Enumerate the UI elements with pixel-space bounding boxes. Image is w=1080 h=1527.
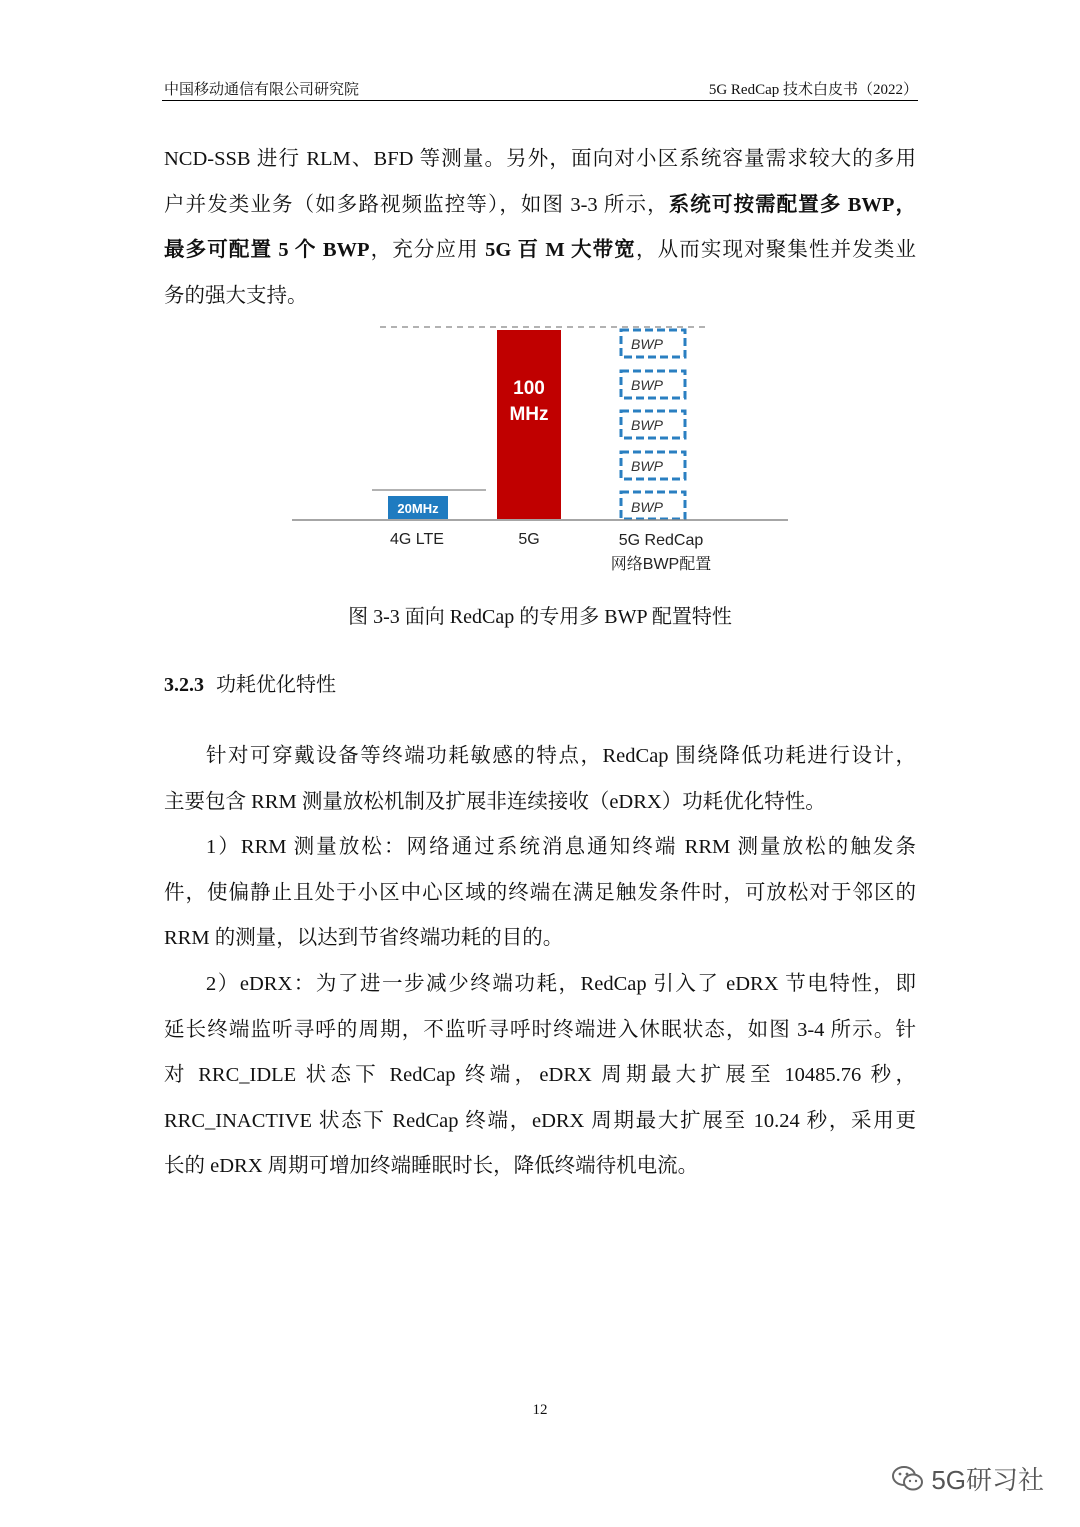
bwp-box-label: BWP (631, 458, 663, 474)
text-line: 长的 eDRX 周期可增加终端睡眠时长，降低终端待机电流。 (164, 1155, 699, 1177)
wechat-icon (891, 1465, 925, 1493)
watermark-text: 5G研习社 (931, 1465, 1044, 1495)
nr-bar-label-1: 100 (513, 378, 545, 399)
text-line: RRM 的测量，以达到节省终端功耗的目的。 (164, 927, 564, 949)
bwp-box-label: BWP (631, 377, 663, 393)
paragraph-power (164, 734, 916, 825)
paragraph-bwp (164, 137, 916, 319)
text-line: 延长终端监听寻呼的周期，不监听寻呼时终端进入休眠状态，如图 3-4 所示。针 (164, 1018, 916, 1041)
category-label-5g: 5G (518, 531, 540, 548)
page-number: 12 (532, 1402, 548, 1418)
category-label-redcap-1: 5G RedCap (618, 532, 704, 549)
header-doc-title: 5G RedCap 技术白皮书（2022） (708, 82, 918, 98)
bwp-boxes (621, 330, 685, 519)
header-rule (162, 100, 918, 101)
paragraph-edrx (164, 962, 916, 1190)
section-title: 功耗优化特性 (216, 674, 336, 696)
watermark (891, 1460, 1044, 1497)
text-line: NCD-SSB 进行 RLM、BFD 等测量。另外，面向对小区系统容量需求较大的多用 (164, 148, 916, 170)
text-line: 最多可配置 5 个 BWP，充分应用 5G 百 M 大带宽，从而实现对聚集性并发类业 (164, 239, 917, 261)
bwp-box-label: BWP (631, 499, 663, 515)
section-heading (164, 668, 336, 697)
category-label-4g: 4G LTE (390, 531, 444, 548)
bwp-box-label: BWP (631, 336, 663, 352)
text-line: 主要包含 RRM 测量放松机制及扩展非连续接收（eDRX）功耗优化特性。 (164, 790, 826, 813)
text-line: 1）RRM 测量放松：网络通过系统消息通知终端 RRM 测量放松的触发条 (206, 836, 916, 858)
category-label-redcap-2: 网络BWP配置 (610, 556, 712, 573)
text-line: 针对可穿戴设备等终端功耗敏感的特点，RedCap 围绕降低功耗进行设计， (206, 745, 916, 767)
header-org: 中国移动通信有限公司研究院 (164, 82, 360, 98)
bwp-box-label: BWP (631, 417, 663, 433)
text-line: 对 RRC_IDLE 状态下 RedCap 终端，eDRX 周期最大扩展至 10485.76 秒， (164, 1064, 916, 1086)
text-line: RRC_INACTIVE 状态下 RedCap 终端，eDRX 周期最大扩展至 10.24 秒，采用更 (164, 1109, 916, 1132)
lte-bar-label: 20MHz (397, 501, 439, 516)
text-line: 户并发类业务（如多路视频监控等），如图 3-3 所示，系统可按需配置多 BWP， (164, 193, 916, 216)
text-line: 2）eDRX：为了进一步减少终端功耗，RedCap 引入了 eDRX 节电特性，即 (206, 973, 916, 995)
nr-bar-label-2: MHz (509, 404, 549, 425)
text-line: 务的强大支持。 (164, 284, 308, 307)
text-line: 件，使偏静止且处于小区中心区域的终端在满足触发条件时，可放松对于邻区的 (164, 881, 916, 904)
figure-caption: 图 3-3 面向 RedCap 的专用多 BWP 配置特性 (348, 606, 732, 628)
paragraph-rrm (164, 825, 916, 962)
bwp-figure (290, 322, 790, 582)
section-number: 3.2.3 (164, 674, 204, 696)
